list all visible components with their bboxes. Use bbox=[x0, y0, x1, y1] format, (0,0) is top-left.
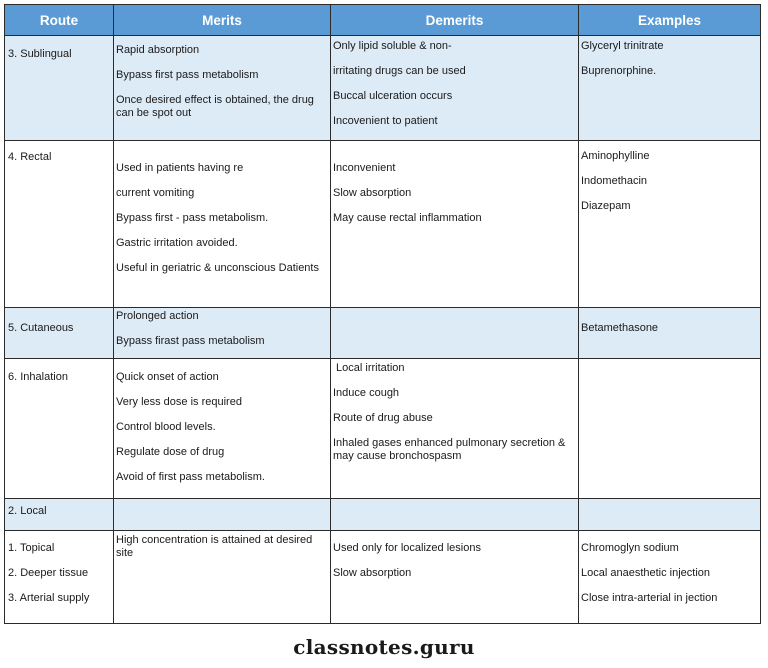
route-name: 5. Cutaneous bbox=[8, 322, 74, 334]
cell-examples bbox=[579, 531, 761, 624]
example-item: Close intra-arterial in jection bbox=[581, 592, 718, 604]
cell-route bbox=[5, 359, 114, 499]
merit-item: Bypass first pass metabolism bbox=[116, 69, 259, 81]
header-demerits: Demerits bbox=[331, 5, 579, 36]
example-item: Betamethasone bbox=[581, 322, 659, 334]
merit-item: Avoid of first pass metabolism. bbox=[116, 471, 265, 483]
merit-item: Very less dose is required bbox=[116, 396, 242, 408]
cell-examples bbox=[579, 36, 761, 141]
demerit-item: irritating drugs can be used bbox=[333, 65, 466, 77]
merit-item: Rapid absorption bbox=[116, 44, 200, 56]
cell-route bbox=[5, 141, 114, 308]
cell-demerits bbox=[331, 308, 579, 359]
cell-route bbox=[5, 308, 114, 359]
cell-merits bbox=[114, 36, 331, 141]
merit-item: Useful in geriatric & unconscious Datients bbox=[116, 262, 319, 274]
cell-route bbox=[5, 499, 114, 531]
cell-demerits bbox=[331, 499, 579, 531]
demerit-item: Inconvenient bbox=[333, 162, 396, 174]
table-row-local bbox=[5, 499, 761, 531]
demerit-item: Inhaled gases enhanced pulmonary secretion & may cause bronchospasm bbox=[333, 437, 566, 462]
demerit-item: Local irritation bbox=[333, 362, 405, 374]
header-merits: Merits bbox=[114, 5, 331, 36]
cell-route bbox=[5, 531, 114, 624]
cell-merits bbox=[114, 499, 331, 531]
table-row-local-subtypes bbox=[5, 531, 761, 624]
merit-item: Quick onset of action bbox=[116, 371, 219, 383]
merit-item: current vomiting bbox=[116, 187, 195, 199]
cell-demerits bbox=[331, 359, 579, 499]
table-row-rectal bbox=[5, 141, 761, 308]
example-item: Local anaesthetic injection bbox=[581, 567, 711, 579]
merit-item: Control blood levels. bbox=[116, 421, 216, 433]
cell-examples bbox=[579, 308, 761, 359]
route-name: 4. Rectal bbox=[8, 151, 52, 163]
table-header-row bbox=[5, 5, 761, 36]
cell-demerits bbox=[331, 531, 579, 624]
cell-examples bbox=[579, 141, 761, 308]
cell-route bbox=[5, 36, 114, 141]
cell-merits bbox=[114, 141, 331, 308]
merit-item: Bypass firast pass metabolism bbox=[116, 335, 265, 347]
merit-item: Used in patients having re bbox=[116, 162, 244, 174]
routes-table-container bbox=[4, 4, 760, 624]
cell-merits bbox=[114, 531, 331, 624]
merit-item: Regulate dose of drug bbox=[116, 446, 225, 458]
demerit-item: Route of drug abuse bbox=[333, 412, 433, 424]
cell-demerits bbox=[331, 36, 579, 141]
table-row-sublingual bbox=[5, 36, 761, 141]
demerit-item: Slow absorption bbox=[333, 567, 412, 579]
merit-item: Gastric irritation avoided. bbox=[116, 237, 238, 249]
demerit-item: Slow absorption bbox=[333, 187, 412, 199]
table-row-inhalation bbox=[5, 359, 761, 499]
demerit-item: Incovenient to patient bbox=[333, 115, 438, 127]
header-route: Route bbox=[5, 5, 114, 36]
drug-routes-table bbox=[4, 4, 761, 624]
demerit-item: May cause rectal inflammation bbox=[333, 212, 482, 224]
example-item: Indomethacin bbox=[581, 175, 648, 187]
cell-merits bbox=[114, 359, 331, 499]
merit-item: High concentration is attained at desired site bbox=[116, 534, 313, 559]
example-item: Diazepam bbox=[581, 200, 631, 212]
merit-item: Prolonged action bbox=[116, 310, 199, 322]
demerit-item: Induce cough bbox=[333, 387, 400, 399]
cell-merits bbox=[114, 308, 331, 359]
demerit-item: Only lipid soluble & non- bbox=[333, 40, 452, 52]
header-examples: Examples bbox=[579, 5, 761, 36]
example-item: Chromoglyn sodium bbox=[581, 542, 679, 554]
demerit-item: Buccal ulceration occurs bbox=[333, 90, 453, 102]
cell-examples bbox=[579, 499, 761, 531]
cell-demerits bbox=[331, 141, 579, 308]
route-name: 2. Local bbox=[8, 505, 47, 517]
example-item: Aminophylline bbox=[581, 150, 650, 162]
site-watermark: classnotes.guru bbox=[293, 635, 475, 659]
example-item: Glyceryl trinitrate bbox=[581, 40, 664, 52]
merit-item: Bypass first - pass metabolism. bbox=[116, 212, 269, 224]
demerit-item: Used only for localized lesions bbox=[333, 542, 481, 554]
route-name: 6. Inhalation bbox=[8, 371, 68, 383]
cell-examples bbox=[579, 359, 761, 499]
route-name: 3. Sublingual bbox=[8, 48, 72, 60]
table-row-cutaneous bbox=[5, 308, 761, 359]
example-item: Buprenorphine. bbox=[581, 65, 657, 77]
route-name: 2. Deeper tissue bbox=[8, 567, 89, 579]
merit-item: Once desired effect is obtained, the drug can be spot out bbox=[116, 94, 314, 119]
route-name: 3. Arterial supply bbox=[8, 592, 90, 604]
route-name: 1. Topical bbox=[8, 542, 55, 554]
